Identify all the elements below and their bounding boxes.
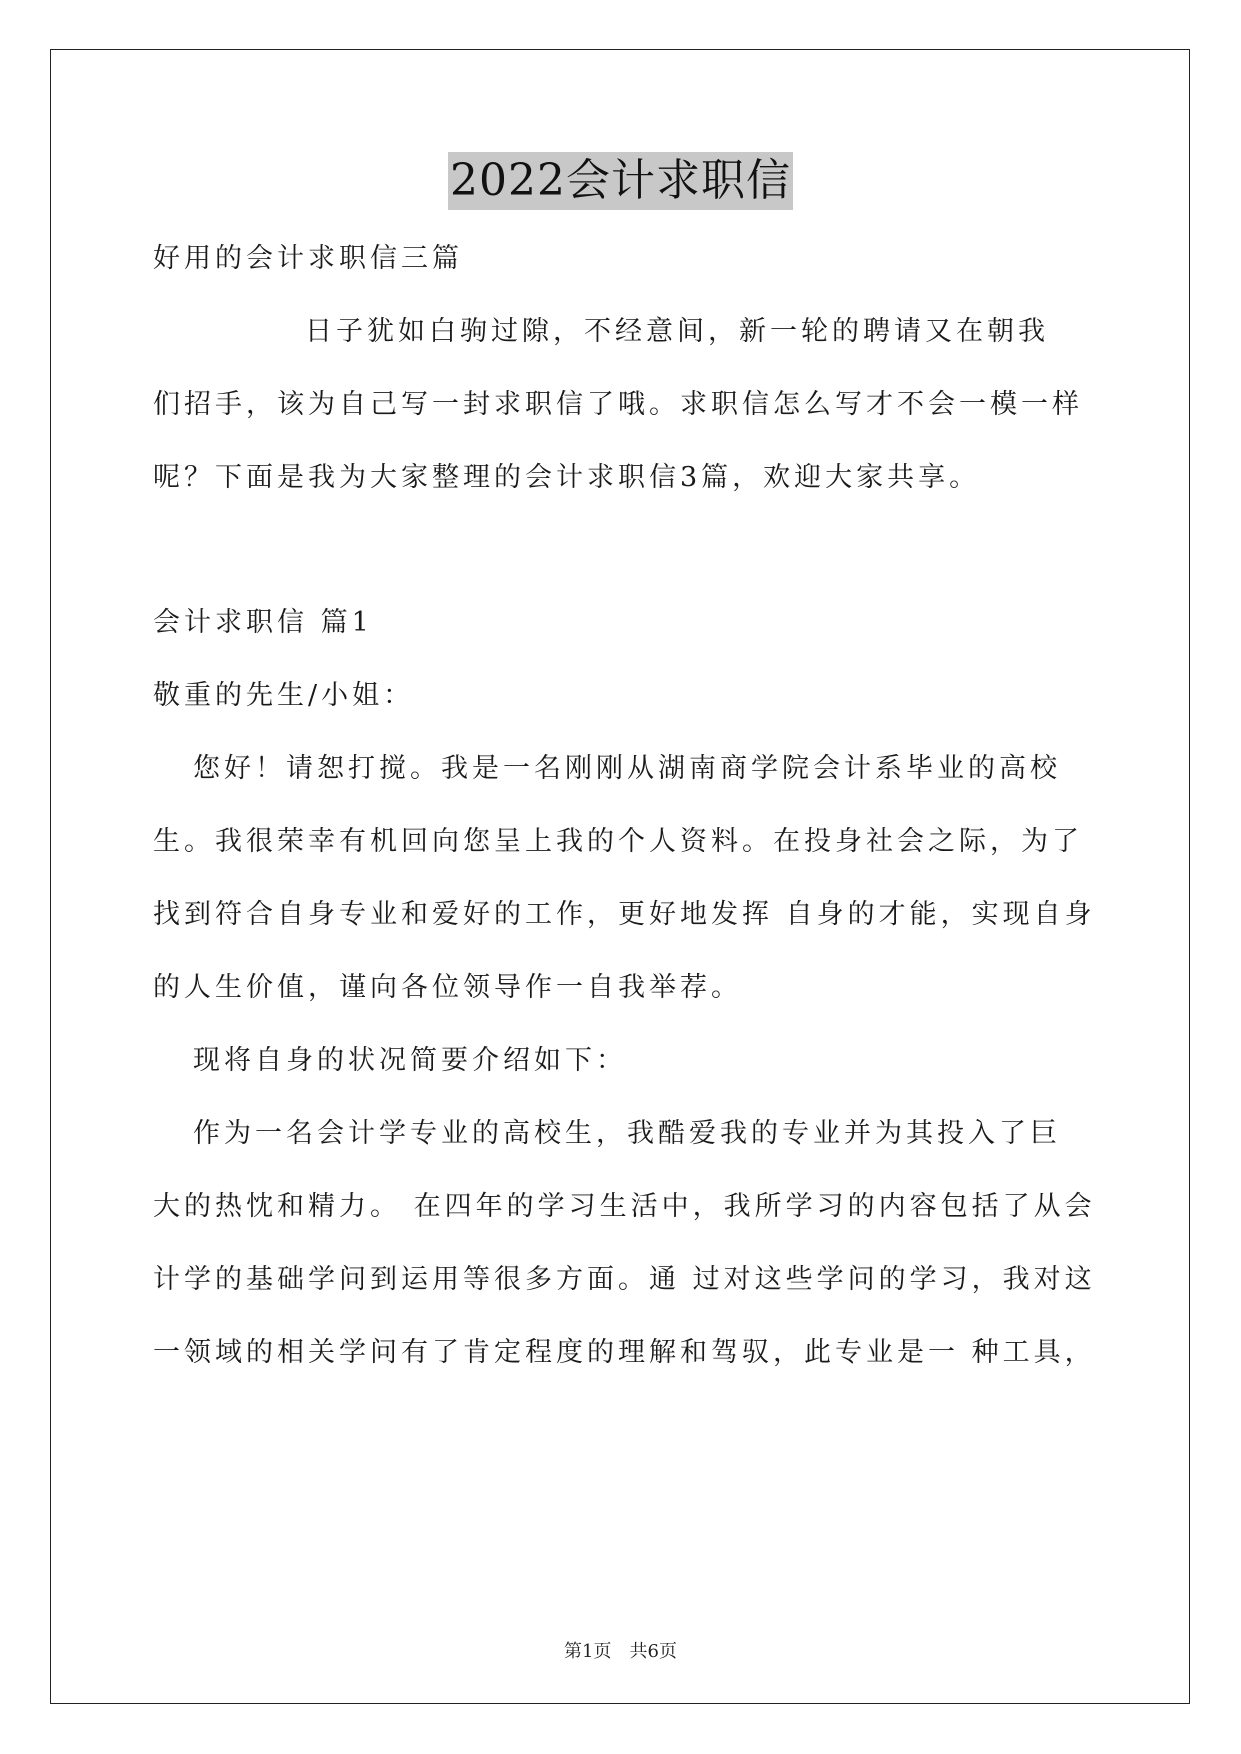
intro-line: 呢？下面是我为大家整理的会计求职信3篇，欢迎大家共享。 (153, 462, 981, 493)
intro-line: 日子犹如白驹过隙，不经意间，新一轮的聘请又在朝我 (305, 316, 1049, 347)
document-title: 2022会计求职信 (448, 152, 793, 210)
body-line: 计学的基础学问到运用等很多方面。通 过对这些学问的学习，我对这 (153, 1264, 1096, 1295)
body-line: 大的热忱和精力。 在四年的学习生活中，我所学习的内容包括了从会 (153, 1191, 1096, 1222)
intro-line: 们招手，该为自己写一封求职信了哦。求职信怎么写才不会一模一样 (153, 389, 1083, 420)
page-number: 第1页 共6页 (564, 1641, 677, 1662)
title-container (0, 152, 1241, 210)
body-line: 您好！请恕打搅。我是一名刚刚从湖南商学院会计系毕业的高校 (193, 753, 1061, 784)
page-border (50, 49, 1190, 1704)
body-line: 一领域的相关学问有了肯定程度的理解和驾驭，此专业是一 种工具， (153, 1337, 1096, 1368)
body-line: 作为一名会计学专业的高校生，我酷爱我的专业并为其投入了巨 (193, 1118, 1061, 1149)
salutation: 敬重的先生/小姐： (153, 680, 415, 711)
document-subtitle: 好用的会计求职信三篇 (153, 243, 463, 274)
section-heading: 会计求职信 篇1 (153, 607, 373, 638)
body-line: 的人生价值，谨向各位领导作一自我举荐。 (153, 972, 742, 1003)
body-line: 现将自身的状况简要介绍如下： (193, 1045, 627, 1076)
body-line: 找到符合自身专业和爱好的工作，更好地发挥 自身的才能，实现自身 (153, 899, 1096, 930)
body-line: 生。我很荣幸有机回向您呈上我的个人资料。在投身社会之际，为了 (153, 826, 1083, 857)
